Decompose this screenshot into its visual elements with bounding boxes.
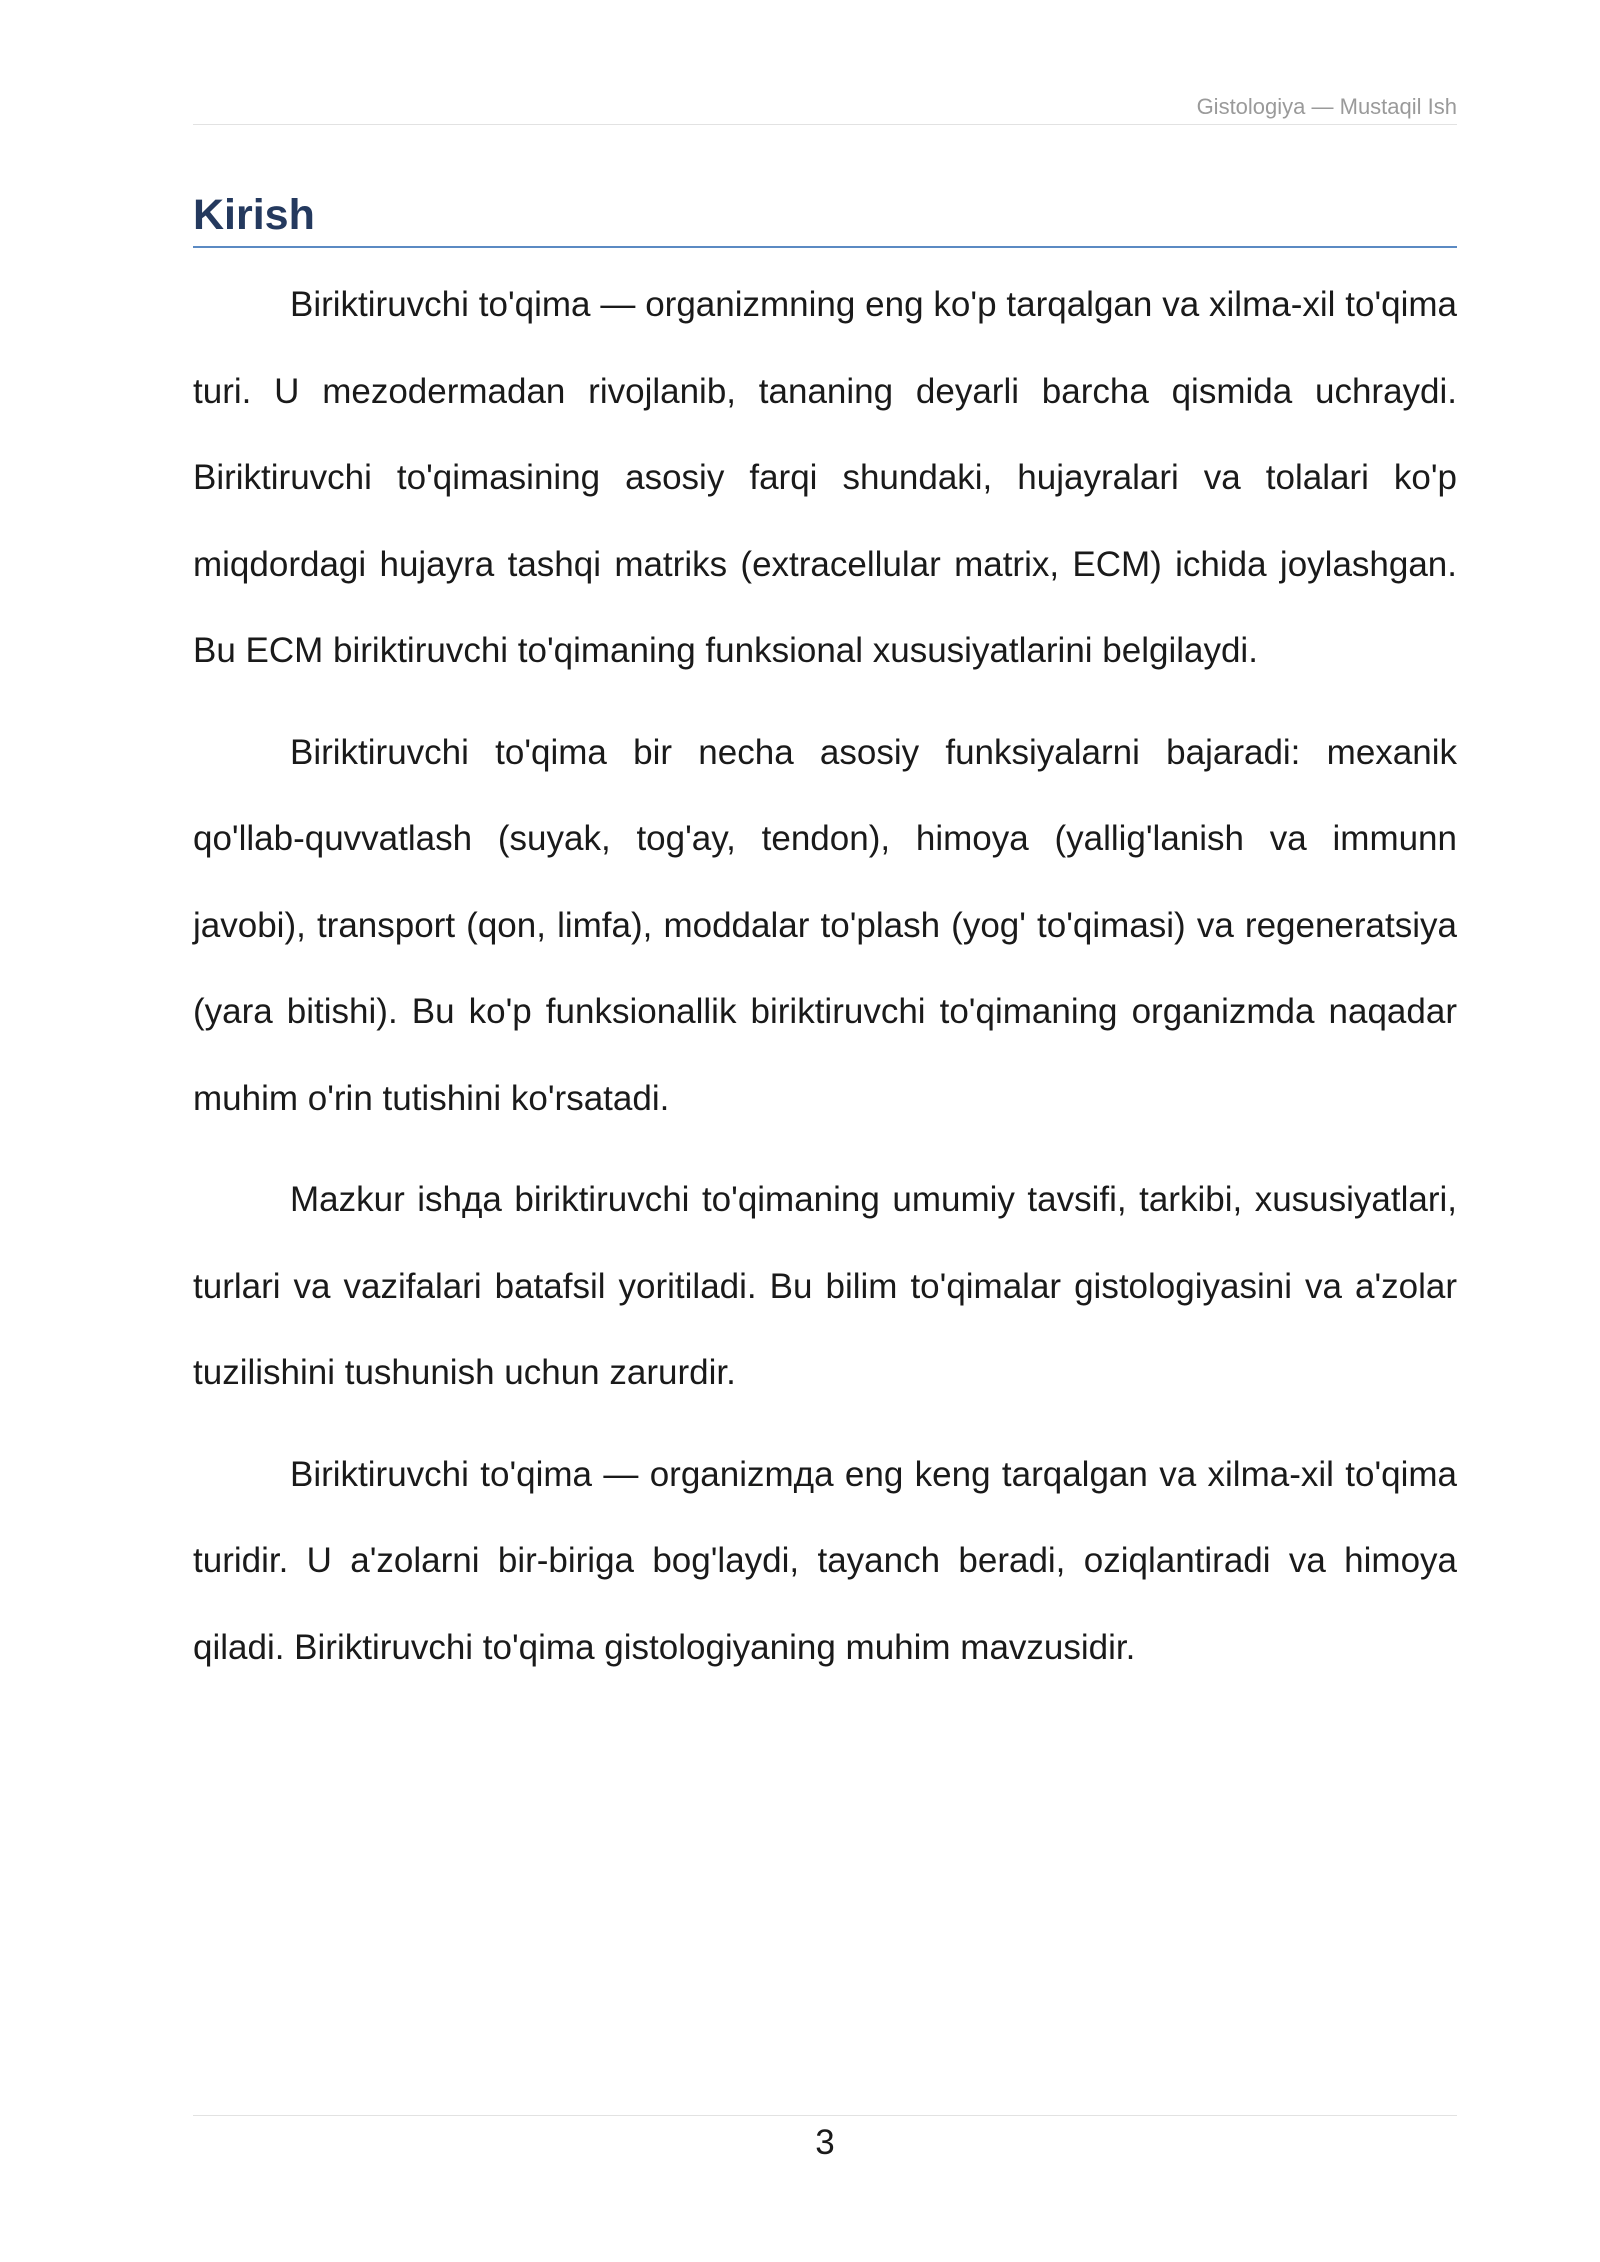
paragraph: Mazkur ishда biriktiruvchi to'qimaning umumiy tavsifi, tarkibi, xususiyatlari, turlari va vazifalari batafsil yoritiladi. Bu bilim to'qimalar gistologiyasini va a'zolar tuzilishini tushunish uchun zarurdir. xyxy=(193,1180,1457,1392)
header-divider xyxy=(193,124,1457,125)
paragraph: Biriktiruvchi to'qima bir necha asosiy funksiyalarni bajaradi: mexanik qo'llab-quvvatlash (suyak, tog'ay, tendon), himoya (yallig'lanish va immunn javobi), transport (qon, limfa), moddalar to'plash (yog' to'qimasi) va regeneratsiya (yara bitishi). Bu ko'p funksionallik biriktiruvchi to'qimaning organizmda naqadar muhim o'rin tutishini ko'rsatadi. xyxy=(193,732,1457,1118)
footer-divider xyxy=(193,2115,1457,2116)
paragraph: Biriktiruvchi to'qima — organizmда eng keng tarqalgan va xilma-xil to'qima turidir. U a'zolarni bir-biriga bog'laydi, tayanch beradi, oziqlantiradi va himoya qiladi. Biriktiruvchi to'qima gistologiyaning muhim mavzusidir. xyxy=(193,1454,1457,1667)
section-heading: Kirish xyxy=(193,188,1457,248)
paragraph: Biriktiruvchi to'qima — organizmning eng ko'p tarqalgan va xilma-xil to'qima turi. U mezodermadan rivojlanib, tananing deyarli barcha qismida uchraydi. Biriktiruvchi to'qimasining asosiy farqi shundaki, hujayralari va tolalari ko'p miqdordagi hujayra tashqi matriks (extracellular matrix, ECM) ichida joylashgan. Bu ECM biriktiruvchi to'qimaning funksional xususiyatlarini belgilaydi. xyxy=(193,285,1457,670)
running-header: Gistologiya — Mustaqil Ish xyxy=(1196,94,1457,119)
body-text xyxy=(193,262,1457,1706)
page-number: 3 xyxy=(815,2123,835,2162)
